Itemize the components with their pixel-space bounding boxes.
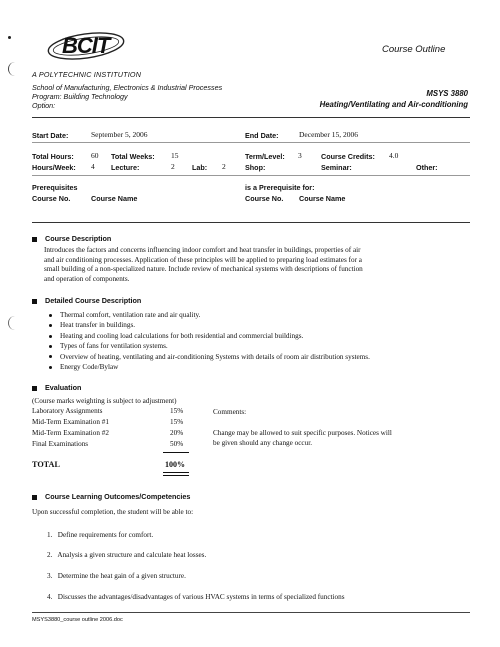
logo-text: BCIT (62, 33, 110, 58)
total-weeks-label: Total Weeks: (111, 152, 155, 161)
program: Program: Building Technology (32, 92, 128, 101)
evaluation-heading: Evaluation (32, 383, 81, 392)
shop-label: Shop: (245, 163, 266, 172)
start-date-label: Start Date: (32, 131, 69, 140)
list-item: Heat transfer in buildings. (49, 320, 479, 330)
credits-label: Course Credits: (321, 152, 375, 161)
list-item: Overview of heating, ventilating and air-conditioning Systems with details of room air distribution systems. (49, 352, 479, 362)
hours-week-label: Hours/Week: (32, 163, 76, 172)
margin-bracket (8, 316, 17, 330)
list-item: Heating and cooling load calculations for both residential and commercial buildings. (49, 331, 479, 341)
eval-row-weight: 15% (170, 407, 184, 415)
bullet-icon (49, 335, 52, 338)
bcit-logo (44, 26, 128, 66)
prereq-divider (32, 222, 470, 223)
comments-label: Comments: (213, 408, 247, 416)
end-date-value: December 15, 2006 (299, 130, 358, 139)
seminar-label: Seminar: (321, 163, 352, 172)
other-label: Other: (416, 163, 438, 172)
option: Option: (32, 101, 56, 110)
detailed-list (49, 310, 479, 372)
description-heading: Course Description (32, 234, 111, 243)
footer-filename: MSYS3880_course outline 2006.doc (32, 617, 123, 623)
lab-label: Lab: (192, 163, 208, 172)
eval-row-weight: 20% (170, 429, 184, 437)
eval-row-weight: 15% (170, 418, 184, 426)
description-line: Introduces the factors and concerns influencing indoor comfort and heat transfer in buildings, properties of air (44, 246, 361, 254)
outcome-item: 2. Analysis a given structure and calculate heat losses. (47, 551, 207, 559)
section-bullet-icon (32, 495, 37, 500)
prereq-course-no: Course No. (32, 194, 71, 203)
start-date-value: September 5, 2006 (91, 130, 148, 139)
hours-week-value: 4 (91, 162, 95, 171)
credits-value: 4.0 (389, 151, 399, 160)
prereq-for-title: is a Prerequisite for: (245, 183, 315, 192)
outcomes-heading: Course Learning Outcomes/Competencies (32, 492, 190, 501)
total-value: 100% (165, 460, 185, 469)
info-divider-2 (32, 175, 470, 176)
total-hours-value: 60 (91, 151, 99, 160)
term-value: 3 (298, 151, 302, 160)
section-bullet-icon (32, 237, 37, 242)
total-underline (163, 452, 189, 453)
bullet-icon (49, 366, 52, 369)
bullet-icon (49, 324, 52, 327)
total-label: TOTAL (32, 460, 60, 469)
course-title: Heating/Ventilating and Air-conditioning (319, 100, 468, 109)
list-item: Types of fans for ventilation systems. (49, 341, 479, 351)
eval-row-item: Laboratory Assignments (32, 407, 103, 415)
bullet-icon (49, 314, 52, 317)
total-hours-label: Total Hours: (32, 152, 74, 161)
doc-type: Course Outline (382, 44, 446, 55)
course-code: MSYS 3880 (426, 89, 468, 98)
tagline: A POLYTECHNIC INSTITUTION (32, 70, 142, 79)
section-bullet-icon (32, 386, 37, 391)
lecture-label: Lecture: (111, 163, 140, 172)
comments-line: be given should any change occur. (213, 439, 312, 447)
outcome-item: 4. Discusses the advantages/disadvantages of various HVAC systems in terms of specialized functions (47, 593, 345, 601)
lecture-value: 2 (171, 162, 175, 171)
detailed-heading: Detailed Course Description (32, 296, 141, 305)
description-line: and operation of components. (44, 274, 130, 283)
eval-row-item: Mid-Term Examination #1 (32, 418, 109, 426)
school: School of Manufacturing, Electronics & Industrial Processes (32, 83, 223, 92)
margin-mark (8, 36, 11, 39)
prereq-for-course-name: Course Name (299, 194, 346, 203)
bullet-icon (49, 345, 52, 348)
header-divider (32, 117, 470, 118)
eval-row-item: Final Examinations (32, 440, 89, 448)
prereq-title: Prerequisites (32, 183, 78, 192)
outcome-item: 3. Determine the heat gain of a given structure. (47, 572, 186, 580)
total-double-underline (163, 472, 189, 476)
comments-line: Change may be allowed to suit specific purposes. Notices will (213, 429, 392, 437)
eval-row-weight: 50% (170, 440, 184, 448)
term-label: Term/Level: (245, 152, 285, 161)
description-line: and air conditioning processes. Application of these principles will be applied to preparing load estimates for a (44, 255, 362, 264)
list-item: Energy Code/Bylaw (49, 362, 479, 372)
section-bullet-icon (32, 299, 37, 304)
bullet-icon (49, 355, 52, 358)
prereq-course-name: Course Name (91, 194, 138, 203)
description-line: small building of a non-specialized nature. Include review of mechanical systems with descriptions of function (44, 265, 363, 274)
footer-divider (32, 612, 470, 613)
total-weeks-value: 15 (171, 151, 179, 160)
outcomes-intro: Upon successful completion, the student will be able to: (32, 508, 194, 516)
prereq-for-course-no: Course No. (245, 194, 284, 203)
outcome-item: 1. Define requirements for comfort. (47, 531, 154, 539)
end-date-label: End Date: (245, 131, 279, 140)
margin-bracket (8, 62, 17, 76)
description-text (44, 246, 474, 284)
lab-value: 2 (222, 162, 226, 171)
evaluation-note: (Course marks weighting is subject to adjustment) (32, 397, 177, 405)
eval-row-item: Mid-Term Examination #2 (32, 429, 109, 437)
list-item: Thermal comfort, ventilation rate and air quality. (49, 310, 479, 320)
info-divider (32, 142, 470, 143)
